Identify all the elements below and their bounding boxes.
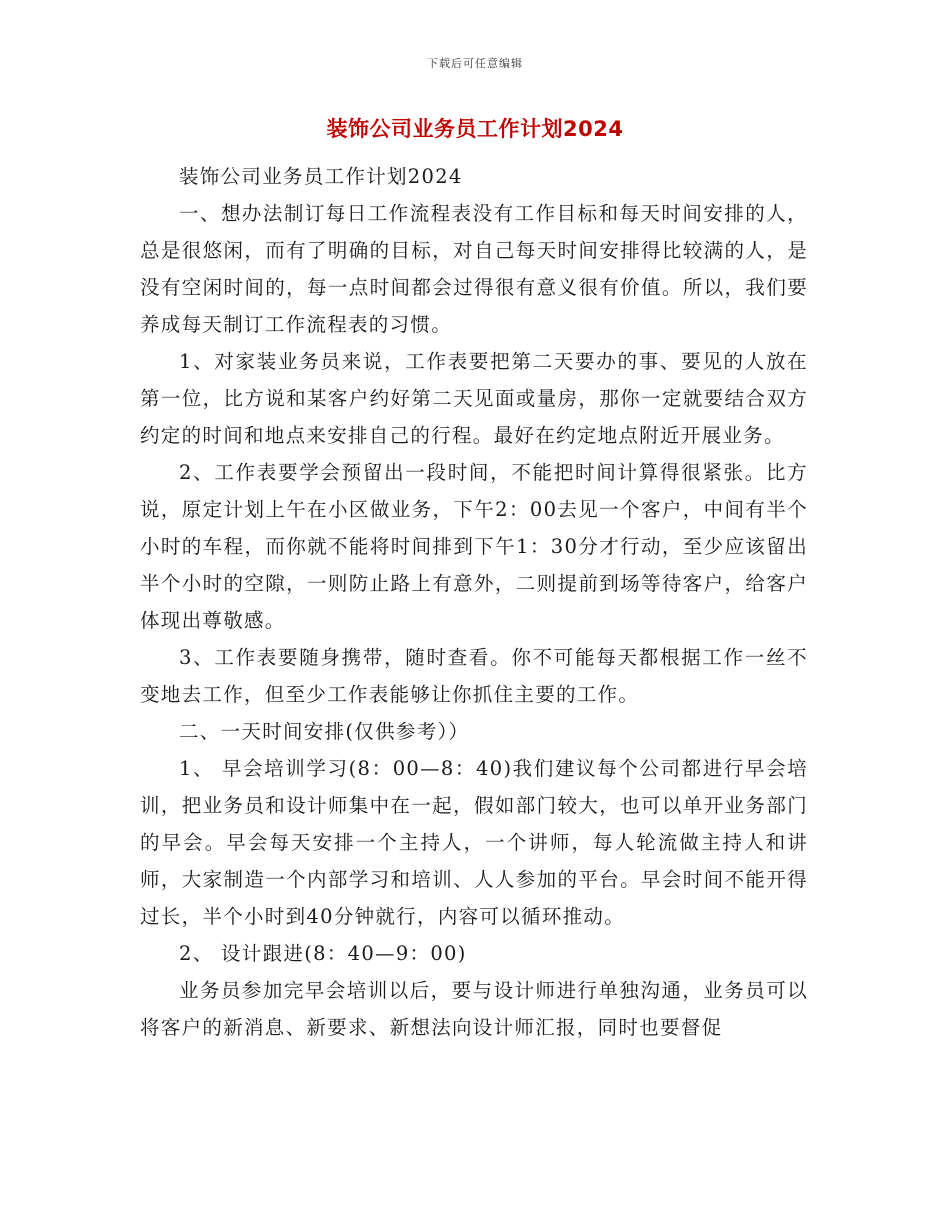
header-note: 下载后可任意编辑 xyxy=(427,57,523,70)
document-body xyxy=(140,158,808,1046)
paragraph-item-3: 3、工作表要随身携带，随时查看。你不可能每天都根据工作一丝不变地去工作，但至少工作表能够让你抓住主要的工作。 xyxy=(140,646,808,706)
paragraph-item-2: 2、工作表要学会预留出一段时间，不能把时间计算得很紧张。比方说，原定计划上午在小区做业务，下午2：00去见一个客户，中间有半个小时的车程，而你就不能将时间排到下午1：30分才行动，至少应该留出半个小时的空隙，一则防止路上有意外，二则提前到场等待客户，给客户体现出尊敬感。 xyxy=(140,461,808,632)
paragraph-section-2: 二、一天时间安排(仅供参考）） xyxy=(179,720,470,743)
paragraph-subtitle: 装饰公司业务员工作计划2024 xyxy=(179,165,463,188)
paragraph-item-1: 1、对家装业务员来说，工作表要把第二天要办的事、要见的人放在第一位，比方说和某客户约好第二天见面或量房，那你一定就要结合双方约定的时间和地点来安排自己的行程。最好在约定地点附近开展业务。 xyxy=(140,350,808,447)
paragraph-schedule-2-body: 业务员参加完早会培训以后，要与设计师进行单独沟通，业务员可以将客户的新消息、新要求、新想法向设计师汇报，同时也要督促 xyxy=(140,979,808,1039)
document-title: 装饰公司业务员工作计划2024 xyxy=(326,117,624,141)
paragraph-schedule-1: 1、 早会培训学习(8：00—8：40)我们建议每个公司都进行早会培训，把业务员和设计师集中在一起，假如部门较大，也可以单开业务部门的早会。早会每天安排一个主持人，一个讲师，每人轮流做主持人和讲师，大家制造一个内部学习和培训、人人参加的平台。早会时间不能开得过长，半个小时到40分钟就行，内容可以循环推动。 xyxy=(140,757,808,928)
paragraph-schedule-2: 2、 设计跟进(8：40—9：00) xyxy=(179,942,467,965)
paragraph-section-1: 一、想办法制订每日工作流程表没有工作目标和每天时间安排的人，总是很悠闲，而有了明确的目标，对自己每天时间安排得比较满的人，是没有空闲时间的，每一点时间都会过得很有意义很有价值。所以，我们要养成每天制订工作流程表的习惯。 xyxy=(140,202,808,336)
